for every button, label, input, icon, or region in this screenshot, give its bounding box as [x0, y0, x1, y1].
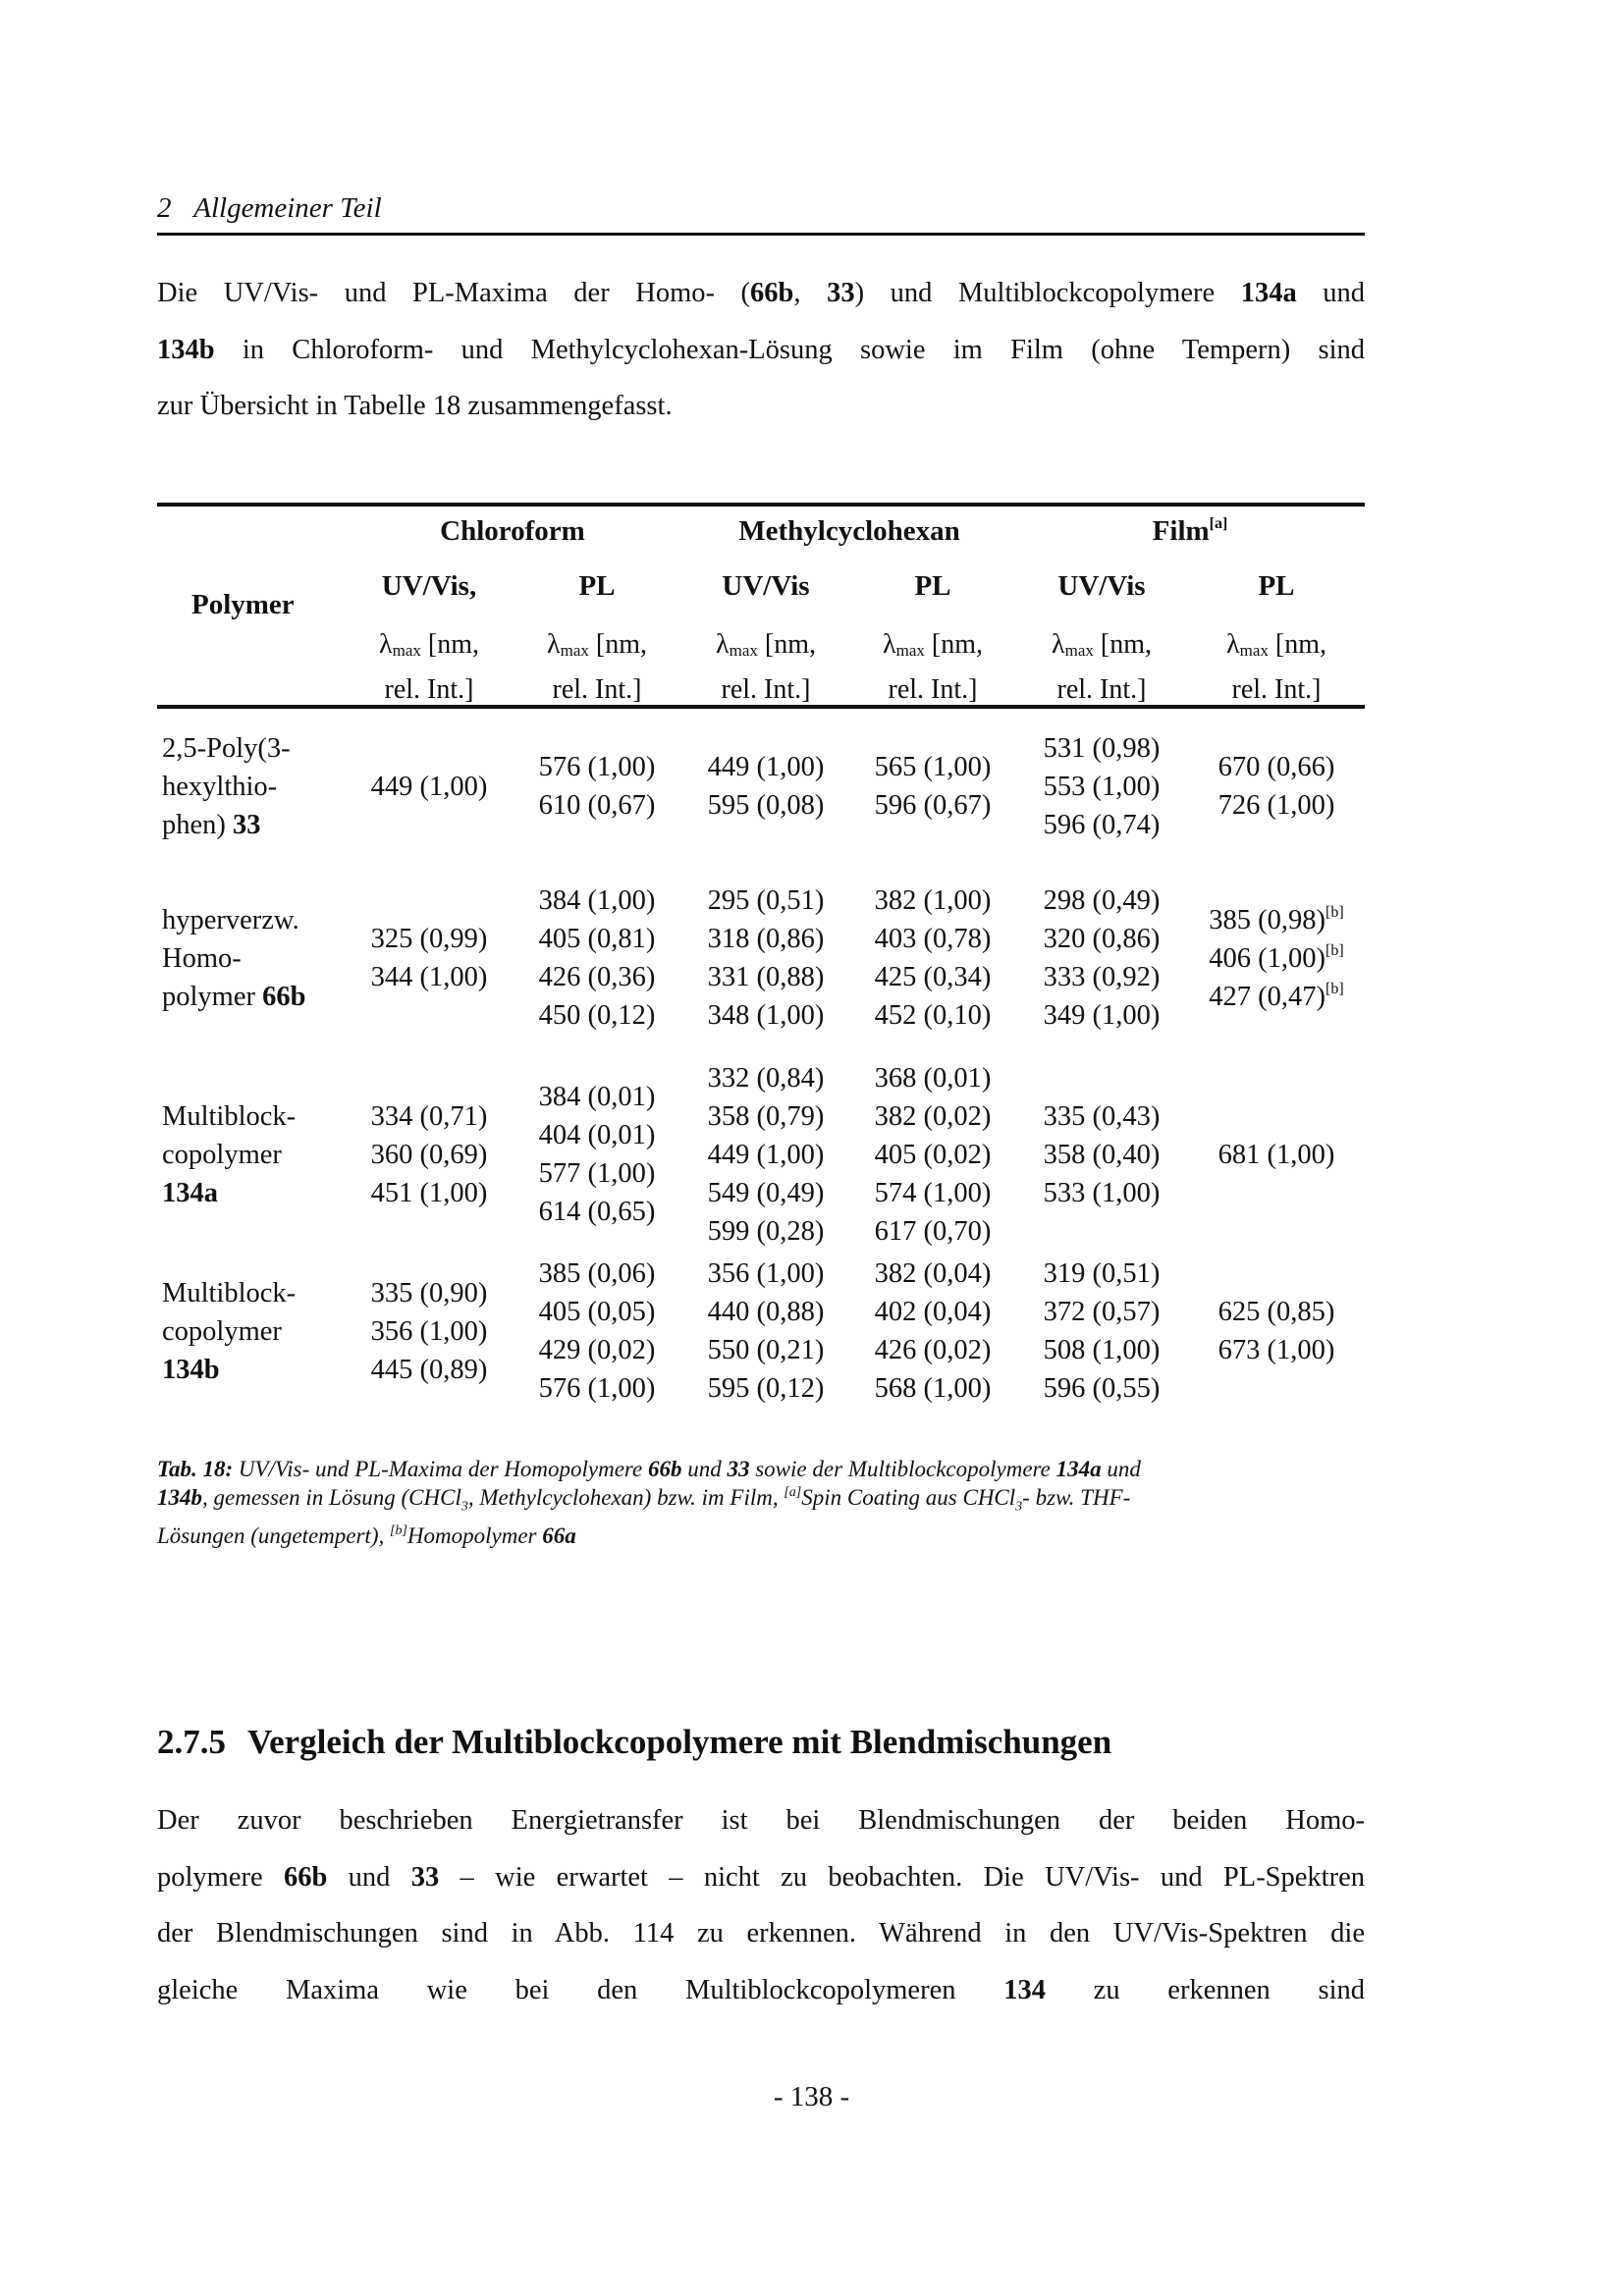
bold-ref: 66a: [542, 1522, 576, 1548]
subcolumn-header: PL: [578, 570, 616, 602]
footnote-marker-a: [a]: [1209, 515, 1228, 532]
section-number: 2.7.5: [157, 1723, 226, 1761]
subscript: 3: [460, 1499, 468, 1515]
bold-ref: 134b: [157, 1485, 202, 1510]
text-line: 134b in Chloroform- und Methylcyclohexan-Lösung sowie im Film (ohne Tempern) sind: [157, 334, 1365, 365]
table-cell: 384 (1,00) 405 (0,81) 426 (0,36) 450 (0,12): [538, 885, 656, 1031]
table-cell: 382 (1,00) 403 (0,78) 425 (0,34) 452 (0,10): [874, 885, 992, 1031]
bold-ref: 66b: [647, 1457, 682, 1481]
table-caption: [157, 1455, 1365, 1550]
bold-ref: 134b: [162, 1354, 220, 1385]
polymer-name: Multiblock- copolymer 134b: [162, 1277, 297, 1385]
table-cell: 382 (0,04) 402 (0,04) 426 (0,02) 568 (1,00): [874, 1258, 992, 1404]
header-group-chloroform: Chloroform: [440, 515, 585, 547]
bold-ref: 66b: [283, 1861, 328, 1893]
unit-header: $\lambda_{max}$ [nm, rel. Int.]: [716, 629, 816, 705]
bold-ref: 134a: [162, 1177, 218, 1208]
text-line: der Blendmischungen sind in Abb. 114 zu erkennen. Während in den UV/Vis-Spektren die: [157, 1918, 1365, 1949]
subscript: 3: [1015, 1499, 1023, 1515]
caption-line: Tab. 18: UV/Vis- und PL-Maxima der Homopolymere 66b und 33 sowie der Multiblockcopolymere 134a und: [157, 1457, 1141, 1481]
section-heading: [157, 1723, 1111, 1762]
table-cell: 385 (0,98)[b] 406 (1,00)[b] 427 (0,47)[b]: [1209, 903, 1344, 1012]
table-cell: 325 (0,99) 344 (1,00): [370, 924, 488, 992]
text-line: Der zuvor beschrieben Energietransfer ist bei Blendmischungen der beiden Homo-: [157, 1805, 1365, 1836]
table-cell: 298 (0,49) 320 (0,86) 333 (0,92) 349 (1,00): [1043, 885, 1161, 1031]
bold-ref: 33: [410, 1861, 440, 1893]
table-cell: 385 (0,06) 405 (0,05) 429 (0,02) 576 (1,00): [538, 1258, 656, 1404]
text-line: zur Übersicht in Tabelle 18 zusammengefasst.: [157, 391, 673, 421]
table-cell: 670 (0,66) 726 (1,00): [1217, 752, 1335, 821]
table-cell: 335 (0,90) 356 (1,00) 445 (0,89): [370, 1277, 488, 1385]
subcolumn-header: UV/Vis: [722, 570, 810, 602]
subcolumn-header: PL: [1258, 570, 1295, 602]
table-cell: 335 (0,43) 358 (0,40) 533 (1,00): [1043, 1100, 1161, 1208]
bold-ref: 33: [727, 1457, 750, 1481]
footnote-marker: [a]: [784, 1485, 802, 1500]
table-cell: 356 (1,00) 440 (0,88) 550 (0,21) 595 (0,12): [707, 1258, 825, 1404]
bold-ref: 134b: [157, 334, 215, 365]
table-cell: 332 (0,84) 358 (0,79) 449 (1,00) 549 (0,49) 599 (0,28): [707, 1062, 825, 1247]
footnote-marker: [b]: [390, 1522, 407, 1538]
table-cell: 625 (0,85) 673 (1,00): [1217, 1297, 1335, 1365]
text-line: polymere 66b und 33 – wie erwartet – nicht zu beobachten. Die UV/Vis- und PL-Spektren: [157, 1861, 1365, 1893]
table-cell: 449 (1,00): [370, 771, 488, 802]
polymer-name: Multiblock- copolymer 134a: [162, 1100, 297, 1208]
header-group-methylcyclohexan: Methylcyclohexan: [738, 515, 960, 547]
table-cell: 368 (0,01) 382 (0,02) 405 (0,02) 574 (1,00) 617 (0,70): [874, 1062, 992, 1247]
unit-header: $\lambda_{max}$ [nm, rel. Int.]: [547, 629, 647, 705]
bold-ref: 134a: [1055, 1457, 1102, 1481]
header-polymer: Polymer: [191, 589, 295, 620]
subcolumn-header: UV/Vis: [1057, 570, 1146, 602]
text-line: gleiche Maxima wie bei den Multiblockcopolymeren 134 zu erkennen sind: [157, 1974, 1365, 2005]
unit-header: $\lambda_{max}$ [nm, rel. Int.]: [1052, 629, 1152, 705]
bold-ref: 134: [1003, 1974, 1046, 2005]
polymer-name: 2,5-Poly(3- hexylthio- phen) 33: [162, 732, 291, 840]
table-cell: 565 (1,00) 596 (0,67): [874, 752, 992, 821]
table-cell: 531 (0,98) 553 (1,00) 596 (0,74): [1043, 732, 1161, 840]
text-line: Die UV/Vis- und PL-Maxima der Homo- (66b, 33) und Multiblockcopolymere 134a und: [157, 278, 1366, 308]
page-number: - 138 -: [773, 2081, 850, 2112]
chapter-title: Allgemeiner Teil: [193, 192, 382, 224]
unit-header: $\lambda_{max}$ [nm, rel. Int.]: [1226, 629, 1326, 705]
table-cell: 295 (0,51) 318 (0,86) 331 (0,88) 348 (1,00): [707, 885, 825, 1031]
subcolumn-header: UV/Vis,: [381, 570, 477, 602]
caption-line: 134b, gemessen in Lösung (CHCl$_3$, Methylcyclohexan) bzw. im Film, [a]Spin Coating aus CHCl$_3$- bzw. THF-: [157, 1485, 1131, 1515]
table-cell: 576 (1,00) 610 (0,67): [538, 752, 656, 821]
table-top-rule: [157, 503, 1365, 507]
section-paragraph: [157, 1792, 1365, 2018]
header-group-film: Film[a]: [1152, 515, 1228, 547]
bold-ref: 33: [827, 278, 855, 308]
bold-ref: 66b: [262, 981, 306, 1012]
bold-ref: 33: [233, 809, 261, 840]
polymer-name: hyperverzw. Homo- polymer 66b: [162, 904, 306, 1012]
table-cell: 681 (1,00): [1217, 1139, 1335, 1170]
table-cell: 334 (0,71) 360 (0,69) 451 (1,00): [370, 1100, 488, 1208]
caption-line: Lösungen (ungetempert), [b]Homopolymer 66a: [157, 1522, 576, 1548]
bold-ref: 134a: [1240, 278, 1297, 308]
table-cell: 449 (1,00) 595 (0,08): [707, 752, 825, 821]
table-header-rule: [157, 705, 1365, 709]
chapter-number: 2: [157, 192, 172, 224]
bold-ref: 66b: [750, 278, 794, 308]
caption-text: [157, 1455, 1365, 1550]
subcolumn-header: PL: [914, 570, 951, 602]
table-cell: 384 (0,01) 404 (0,01) 577 (1,00) 614 (0,65): [538, 1082, 656, 1227]
section-title: Vergleich der Multiblockcopolymere mit Blendmischungen: [247, 1723, 1112, 1761]
unit-header: $\lambda_{max}$ [nm, rel. Int.]: [883, 629, 983, 705]
table-cell: 319 (0,51) 372 (0,57) 508 (1,00) 596 (0,55): [1043, 1258, 1161, 1404]
unit-header: $\lambda_{max}$ [nm, rel. Int.]: [379, 629, 479, 705]
caption-label: Tab. 18:: [157, 1457, 234, 1481]
